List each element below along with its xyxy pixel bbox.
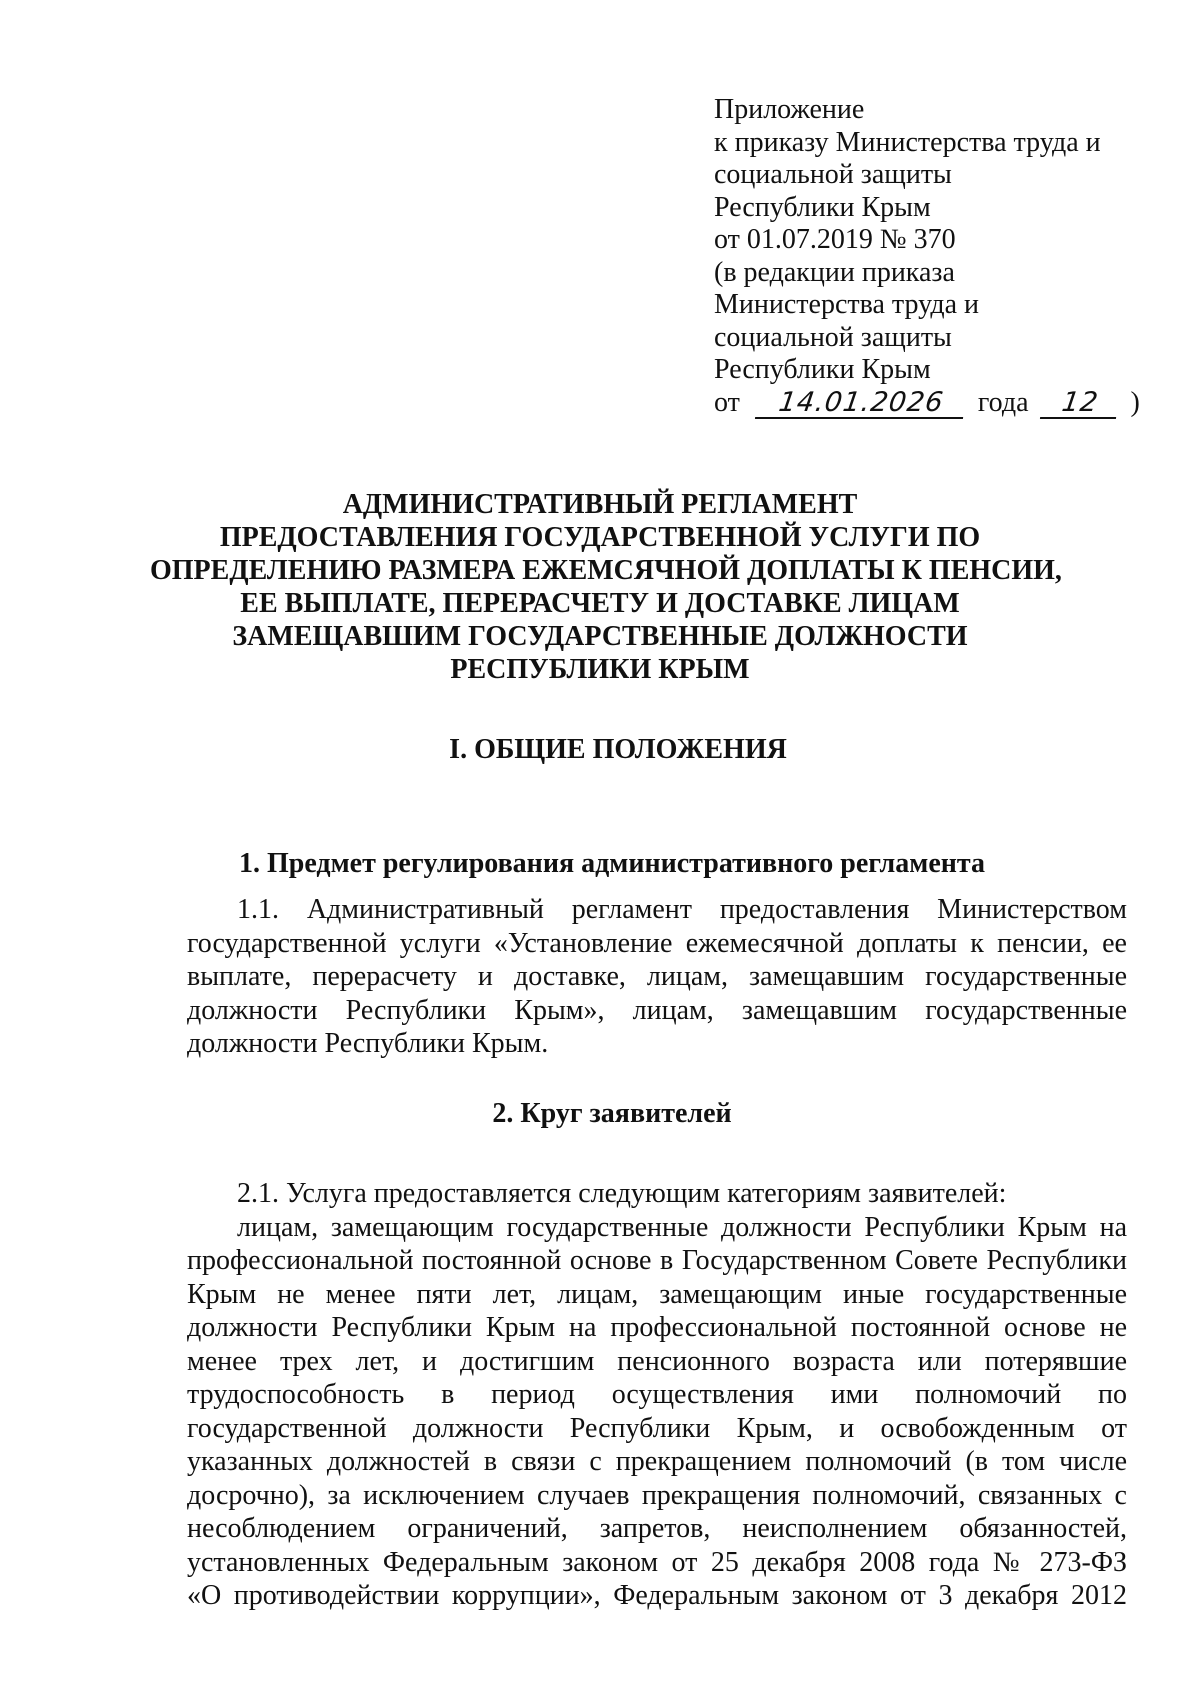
paragraph-line: лицам, замещающим государственные должности Республики Крым на [237, 1211, 1127, 1243]
year-label: года [977, 386, 1029, 418]
title-line: ЗАМЕЩАВШИМ ГОСУДАРСТВЕННЫЕ ДОЛЖНОСТИ [232, 621, 968, 652]
paragraph-line: профессиональной постоянной основе в Государственном Совете Республики [187, 1245, 1127, 1276]
paragraph-line: должности Республики Крым», лицам, замещавшим государственные [187, 994, 1127, 1026]
section-heading-subject: 1. Предмет регулирования административного регламента [239, 848, 985, 879]
paragraph-2-1 [187, 1177, 1127, 1613]
paragraph-line: 1.1. Административный регламент предоставления Министерством [237, 894, 1127, 925]
title-line: ОПРЕДЕЛЕНИЮ РАЗМЕРА ЕЖЕМСЯЧНОЙ ДОПЛАТЫ К ПЕНСИИ, [150, 555, 1062, 586]
paragraph-line: несоблюдением ограничений, запретов, неисполнением обязанностей, [187, 1513, 1127, 1544]
paragraph-line: Крым не менее пяти лет, лицам, замещающим иные государственные [187, 1278, 1127, 1310]
section-heading-general: I. ОБЩИЕ ПОЛОЖЕНИЯ [449, 734, 787, 765]
appendix-line: от 01.07.2019 № 370 [714, 224, 956, 255]
section-heading-applicants: 2. Круг заявителей [492, 1098, 732, 1129]
paragraph-line: «О противодействии коррупции», Федеральным законом от 3 декабря 2012 [187, 1580, 1127, 1611]
document-title [150, 488, 1062, 686]
paragraph-line: трудоспособность в период осуществления ими полномочий по [187, 1379, 1127, 1410]
appendix-line: Республики Крым [714, 354, 931, 385]
paragraph-line: должности Республики Крым. [187, 1028, 549, 1059]
handwritten-date: 14.01.2026 [755, 389, 967, 419]
paragraph-line: 2.1. Услуга предоставляется следующим категориям заявителей: [237, 1178, 1007, 1209]
title-line: РЕСПУБЛИКИ КРЫМ [450, 654, 750, 685]
paragraph-line: установленных Федеральным законом от 25 декабря 2008 года № 273-ФЗ [187, 1546, 1127, 1578]
paragraph-line: государственной должности Республики Крым, и освобожденным от [187, 1412, 1127, 1444]
paragraph-line: выплате, перерасчету и доставке, лицам, замещавшим государственные [187, 961, 1127, 992]
appendix-line: к приказу Министерства труда и [714, 126, 1101, 158]
paragraph-1-1 [187, 893, 1127, 1061]
appendix-line: Республики Крым [714, 191, 931, 223]
appendix-line: социальной защиты [714, 321, 952, 353]
paragraph-line: досрочно), за исключением случаев прекращения полномочий, связанных с [187, 1479, 1127, 1511]
appendix-header [714, 94, 1140, 419]
appendix-line: социальной защиты [714, 159, 952, 190]
title-line: ЕЕ ВЫПЛАТЕ, ПЕРЕРАСЧЕТУ И ДОСТАВКЕ ЛИЦАМ [240, 588, 960, 619]
handwritten-order-number: 12 [1039, 389, 1119, 419]
paragraph-line: менее трех лет, и достигшим пенсионного возраста или потерявшие [187, 1345, 1127, 1377]
amendment-date-line [714, 386, 1140, 420]
from-label: от [714, 386, 740, 418]
closing-paren: ) [1130, 386, 1140, 418]
paragraph-line: государственной услуги «Установление ежемесячной доплаты к пенсии, ее [187, 927, 1127, 959]
paragraph-line: указанных должностей в связи с прекращением полномочий (в том числе [187, 1446, 1127, 1477]
title-line: АДМИНИСТРАТИВНЫЙ РЕГЛАМЕНТ [342, 489, 858, 520]
appendix-line: Министерства труда и [714, 289, 979, 320]
paragraph-line: должности Республики Крым на профессиональной постоянной основе не [187, 1312, 1127, 1343]
appendix-line: Приложение [714, 94, 865, 125]
appendix-line: (в редакции приказа [714, 256, 955, 288]
title-line: ПРЕДОСТАВЛЕНИЯ ГОСУДАРСТВЕННОЙ УСЛУГИ ПО [219, 522, 981, 553]
